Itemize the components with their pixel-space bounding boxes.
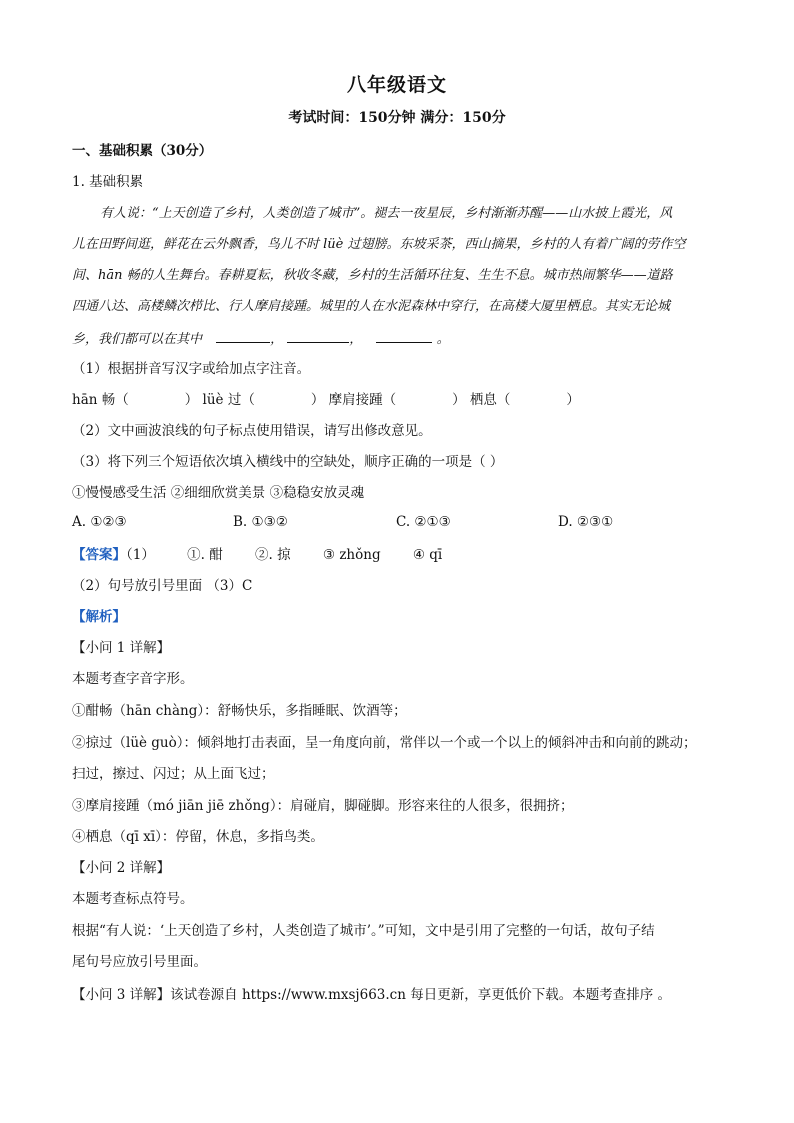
sub-question-2: （2）文中画波浪线的句子标点使用错误，请写出修改意见。 xyxy=(72,423,432,439)
detail-heading: 【小问 2 详解】 xyxy=(72,860,171,876)
passage-line: 四通八达、高楼鳞次栉比、行人摩肩接踵。城里的人在水泥森林中穿行，在高楼大厦里栖息。其实无论城 xyxy=(72,299,671,314)
fill-blank[interactable] xyxy=(216,328,270,343)
passage-line: 乡，我们都可以在其中 xyxy=(72,332,203,347)
answer-item: ②. 掠 xyxy=(255,547,291,563)
sub-question-3: （3）将下列三个短语依次填入横线中的空缺处，顺序正确的一项是（ ） xyxy=(72,454,504,470)
phrase-list: ①慢慢感受生活 ②细细欣赏美景 ③稳稳安放灵魂 xyxy=(72,485,365,501)
answer-tag: 【答案】 xyxy=(72,547,126,563)
passage-line-last: 乡，我们都可以在其中 ， ， 。 xyxy=(72,328,450,350)
passage-end: 。 xyxy=(436,332,450,347)
answer-line-1 xyxy=(72,545,442,565)
detail-3-line: 【小问 3 详解】该试卷源自 https://www.mxsj663.cn 每日更新，享更低价下载。本题考查排序 。 xyxy=(72,987,672,1003)
passage-line: 有人说：“上天创造了乡村，人类创造了城市”。褪去一夜星辰，乡村渐渐苏醒——山水披上霞光，风 xyxy=(100,206,673,221)
answer-prefix: （1） xyxy=(126,547,155,563)
answer-item: ④ qī xyxy=(412,547,443,563)
detail-intro: 本题考查字音字形。 xyxy=(72,671,194,687)
option-c[interactable]: C. ②①③ xyxy=(396,514,451,530)
exam-info: 考试时间：150分钟 满分：150分 xyxy=(288,110,506,126)
sub-question-1: （1）根据拼音写汉字或给加点字注音。 xyxy=(72,361,311,377)
pinyin-item: ） xyxy=(566,392,580,408)
pinyin-item: ） lüè 过（ xyxy=(184,392,255,408)
answer-item: ③ zhǒng xyxy=(322,547,381,563)
detail-line: 根据“有人说：‘上天创造了乡村，人类创造了城市’。”可知，文中是引用了完整的一句话，故句子结 xyxy=(72,923,655,939)
reading-passage xyxy=(72,204,724,354)
passage-line: 儿在田野间逛，鲜花在云外飘香，鸟儿不时 lüè 过翅膀。东坡采茶，西山摘果，乡村的人有着广阔的劳作空 xyxy=(72,237,686,252)
answer-line-2: （2）句号放引号里面 （3）C xyxy=(72,578,253,594)
option-a[interactable]: A. ①②③ xyxy=(72,514,127,530)
section-heading: 一、基础积累（30分） xyxy=(72,143,213,159)
detail-line: ④栖息（qī xī）：停留，休息，多指鸟类。 xyxy=(72,829,324,845)
detail-line: 扫过，擦过、闪过；从上面飞过； xyxy=(72,766,275,782)
option-b[interactable]: B. ①③② xyxy=(233,514,288,530)
passage-line: 间、hān 畅的人生舞台。春耕夏耘，秋收冬藏，乡村的生活循环往复、生生不息。城市热闹繁华——道路 xyxy=(72,268,673,283)
answer-item: ①. 酣 xyxy=(187,547,223,563)
detail-line: ①酣畅（hān chàng）：舒畅快乐，多指睡眠、饮酒等； xyxy=(72,703,407,719)
detail-line: ③摩肩接踵（mó jiān jiē zhǒng）：肩碰肩，脚碰脚。形容来往的人很多，很拥挤； xyxy=(72,798,574,814)
fill-blank[interactable] xyxy=(376,328,432,343)
detail-line: 尾句号应放引号里面。 xyxy=(72,954,207,970)
pinyin-row xyxy=(72,390,580,410)
fill-blank[interactable] xyxy=(287,328,349,343)
detail-line: ②掠过（lüè guò）：倾斜地打击表面，呈一角度向前，常伴以一个或一个以上的倾斜冲击和向前的跳动； xyxy=(72,735,697,751)
question-label: 1. 基础积累 xyxy=(72,174,144,190)
page-title: 八年级语文 xyxy=(346,74,447,96)
pinyin-item: hān 畅（ xyxy=(72,392,129,408)
pinyin-item: ） 栖息（ xyxy=(452,392,511,408)
detail-intro: 本题考查标点符号。 xyxy=(72,891,194,907)
detail-heading: 【小问 1 详解】 xyxy=(72,640,171,656)
analysis-tag: 【解析】 xyxy=(72,609,126,625)
pinyin-item: ） 摩肩接踵（ xyxy=(310,392,397,408)
option-d[interactable]: D. ②③① xyxy=(558,514,614,530)
